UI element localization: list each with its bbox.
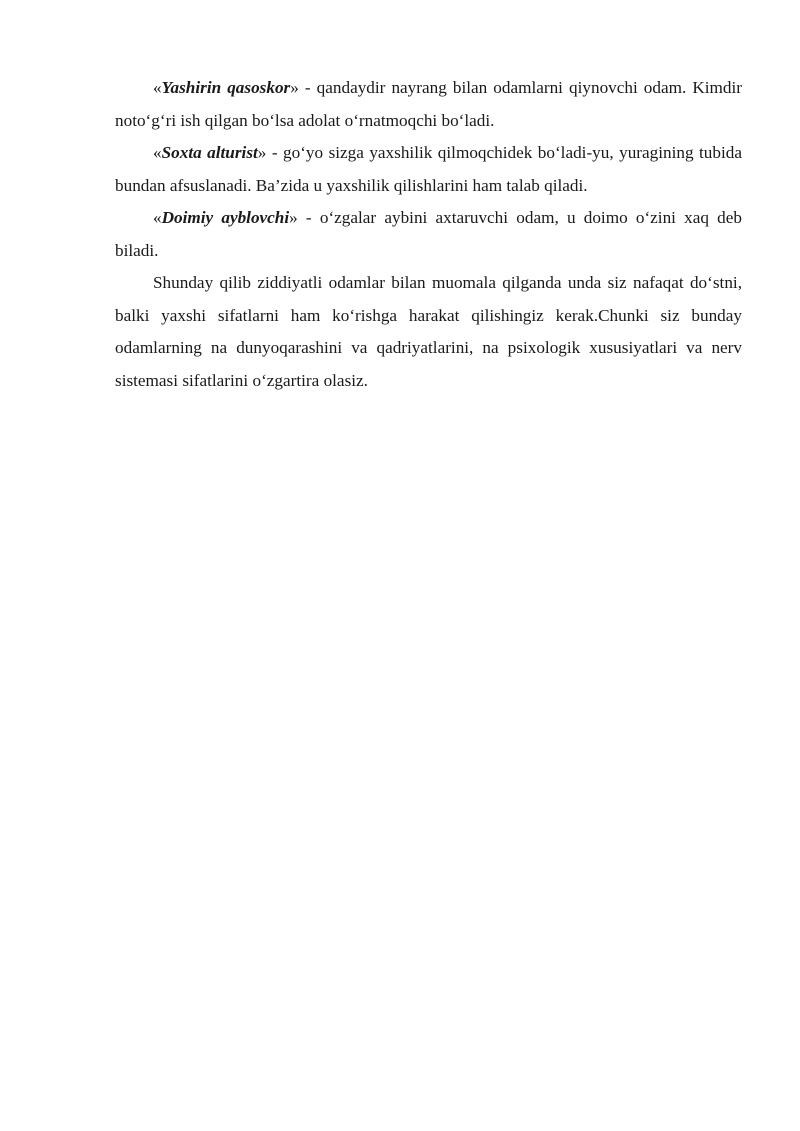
conclusion-paragraph: Shunday qilib ziddiyatli odamlar bilan muomala qilganda unda siz nafaqat do‘stni, balki yaxshi sifatlarni ham ko‘rishga harakat qilishingiz kerak.Chunki siz bunday odamlarning na dunyoqarashini va qadriyatlarini, na psixologik xususiyatlari va nerv sistemasi sifatlarini o‘zgartira olasiz.	[115, 273, 742, 390]
open-quote: «	[153, 78, 162, 97]
definition-paragraph-soxta-alturist	[115, 137, 742, 202]
close-quote: »	[257, 143, 267, 162]
definition-text: - go‘yo sizga yaxshilik qilmoqchidek bo‘ladi-yu, yuragining tubida bundan afsuslanadi. Ba’zida u yaxshilik qilishlarini ham talab qiladi.	[115, 143, 742, 195]
close-quote: »	[290, 78, 299, 97]
definition-paragraph-yashirin-qasoskor	[115, 72, 742, 137]
definition-text: - qandaydir nayrang bilan odamlarni qiynovchi odam. Kimdir noto‘g‘ri ish qilgan bo‘lsa adolat o‘rnatmoqchi bo‘ladi.	[115, 78, 742, 130]
term-doimiy-ayblovchi: Doimiy ayblovchi	[161, 208, 290, 227]
definition-paragraph-doimiy-ayblovchi	[115, 202, 742, 267]
close-quote: »	[289, 208, 298, 227]
definition-text: - o‘zgalar aybini axtaruvchi odam, u doimo o‘zini xaq deb biladi.	[115, 208, 742, 260]
open-quote: «	[153, 143, 162, 162]
term-yashirin-qasoskor: Yashirin qasoskor	[161, 78, 291, 97]
document-body	[115, 72, 742, 397]
open-quote: «	[153, 208, 162, 227]
term-soxta-alturist: Soxta alturist	[161, 143, 258, 162]
